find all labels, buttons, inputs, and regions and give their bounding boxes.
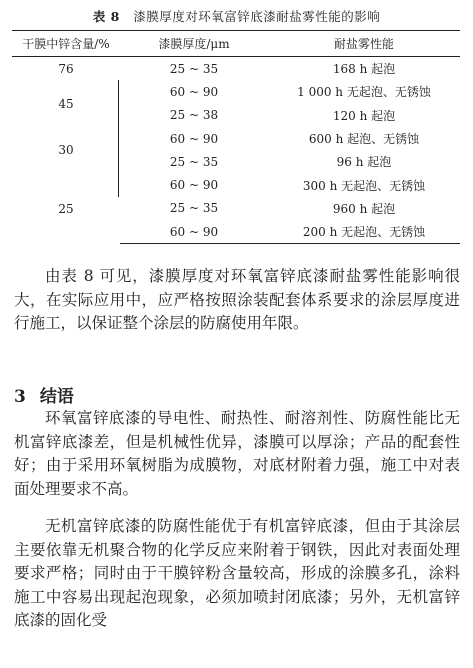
thickness-value: 60 ~ 90 [169, 131, 219, 146]
result-cell: 1 000 h 无起泡、无锈蚀 [297, 85, 431, 100]
group-bracket [118, 150, 119, 173]
thickness-value: 25 ~ 38 [169, 108, 219, 123]
section-heading [14, 382, 74, 407]
thickness-value: 60 ~ 90 [169, 178, 219, 193]
result-cell: 300 h 无起泡、无锈蚀 [302, 178, 426, 193]
table-caption-text: 漆膜厚度对环氧富锌底漆耐盐雾性能的影响 [133, 9, 381, 24]
table-header-row [12, 31, 460, 57]
zinc-cell: 76 [58, 61, 74, 76]
result-cell: 200 h 无起泡、无锈蚀 [268, 220, 460, 244]
zinc-cell: 30 [58, 143, 74, 158]
thickness-cell [120, 104, 268, 127]
table-caption [0, 7, 473, 25]
section-title: 结语 [39, 387, 74, 407]
thickness-cell: 60 ~ 90 [120, 220, 268, 244]
group-bracket [118, 104, 119, 127]
thickness-cell: 25 ~ 35 [169, 201, 219, 216]
header-film-thickness: 漆膜厚度/μm [120, 31, 268, 57]
header-salt-spray-resistance: 耐盐雾性能 [268, 31, 460, 57]
thickness-cell [120, 127, 268, 150]
table-row [12, 173, 460, 196]
zinc-cell: 25 [58, 201, 74, 216]
paragraph-inorganic-zinc: 无机富锌底漆的防腐性能优于有机富锌底漆，但由于其涂层主要依靠无机聚合物的化学反应来附着于钢铁，因此对表面处理要求严格；同时由于干膜锌粉含量较高，形成的涂膜多孔，涂料施工中容易出现起泡现象，必须加喷封闭底漆；另外，无机富锌底漆的固化受 [14, 517, 460, 629]
table-row [12, 57, 460, 81]
group-bracket [118, 173, 119, 196]
group-bracket [118, 127, 119, 150]
thickness-value: 60 ~ 90 [169, 84, 219, 99]
thickness-cell [120, 150, 268, 173]
thickness-cell: 25 ~ 35 [169, 61, 219, 76]
header-zinc-content: 干膜中锌含量/% [12, 31, 120, 57]
thickness-cell [120, 80, 268, 103]
result-cell: 168 h 起泡 [332, 62, 396, 77]
section-number: 3 [14, 387, 26, 407]
salt-spray-table [12, 30, 460, 244]
table-caption-label: 表 8 [92, 9, 120, 24]
result-cell: 960 h 起泡 [332, 201, 396, 216]
paragraph-epoxy-zinc: 环氧富锌底漆的导电性、耐热性、耐溶剂性、防腐性能比无机富锌底漆差，但是机械性优异，漆膜可以厚涂；产品的配套性好；由于采用环氧树脂为成膜物，对底材附着力强，施工中对表面处理要求不高。 [14, 409, 460, 498]
result-cell: 120 h 起泡 [332, 108, 396, 123]
table-row [12, 127, 460, 150]
paragraph-table-discussion: 由表 8 可见，漆膜厚度对环氧富锌底漆耐盐雾性能影响很大，在实际应用中，应严格按照涂装配套体系要求的涂层厚度进行施工，以保证整个涂层的防腐使用年限。 [14, 267, 460, 332]
zinc-cell: 45 [58, 96, 74, 111]
thickness-cell [120, 173, 268, 196]
result-cell: 96 h 起泡 [336, 155, 392, 170]
thickness-value: 25 ~ 35 [169, 154, 219, 169]
result-cell: 600 h 起泡、无锈蚀 [308, 132, 420, 147]
table-row [12, 80, 460, 103]
group-bracket [118, 80, 119, 103]
